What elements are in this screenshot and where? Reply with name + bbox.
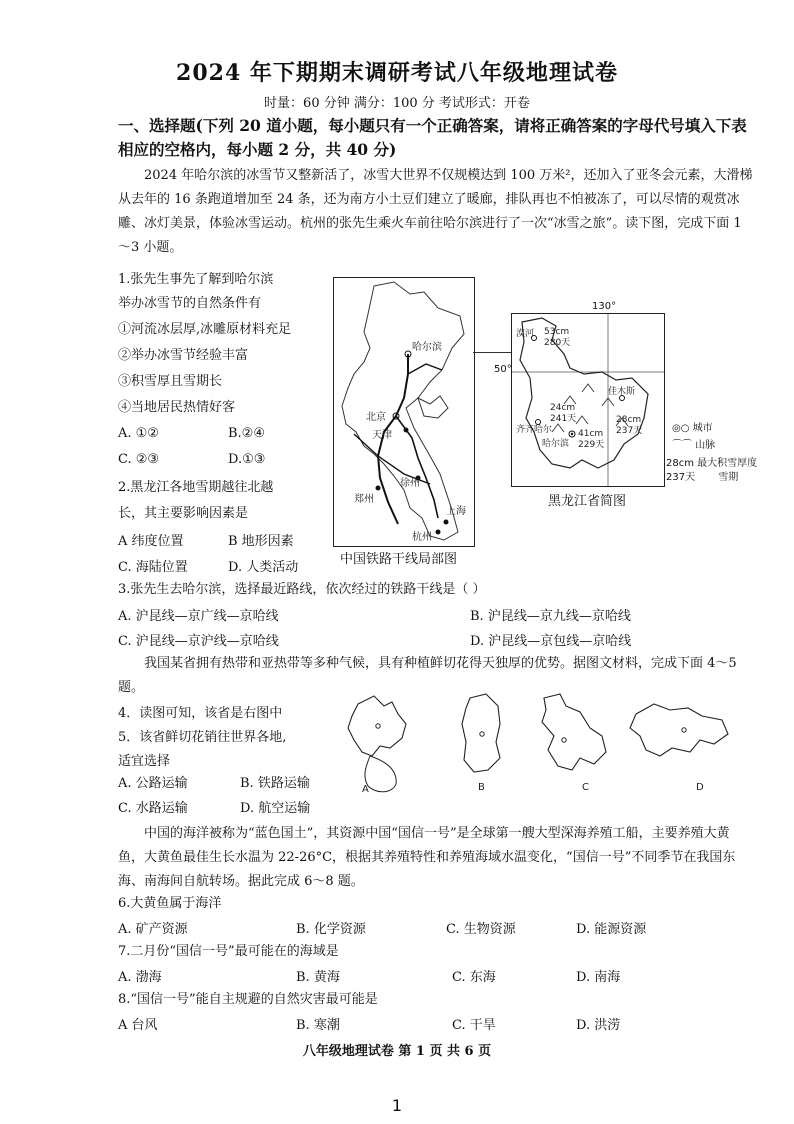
map-connector-line (473, 352, 511, 353)
question-3-option-d: D. 沪昆线—京包线—京哈线 (470, 634, 632, 649)
question-5-stem-line2: 适宜选择 (118, 754, 171, 769)
question-6-stem: 6.大黄鱼属于海洋 (118, 896, 222, 911)
question-2-option-d: D. 人类活动 (228, 560, 299, 575)
question-1-item: ①河流冰层厚,冰雕原材料充足 (118, 322, 292, 337)
question-6-option-d: D. 能源资源 (576, 922, 647, 937)
question-3-stem: 3.张先生去哈尔滨，选择最近路线，依次经过的铁路干线是（ ） (118, 582, 486, 597)
question-5-option-d: D. 航空运输 (240, 801, 311, 816)
province-label-b: B (478, 782, 485, 793)
question-3-option-a: A. 沪昆线—京广线—京哈线 (118, 609, 279, 624)
legend-snow-period: 237天 雪期 (666, 472, 739, 483)
question-1-option-d: D.①③ (228, 452, 266, 467)
province-a-outline (348, 696, 406, 756)
question-6-option-c: C. 生物资源 (446, 922, 516, 937)
railway-map (333, 277, 475, 547)
question-8-option-c: C. 干旱 (452, 1018, 496, 1033)
question-2-option-a: A 纬度位置 (118, 534, 184, 549)
stat-jiamusi-depth: 28cm (616, 415, 642, 425)
question-7-stem: 7.二月份“国信一号”最可能在的海域是 (118, 944, 339, 959)
heilongjiang-map-caption: 黑龙江省简图 (548, 494, 627, 509)
city-label-hangzhou: 杭州 (412, 532, 432, 543)
question-3-option-b: B. 沪昆线—京九线—京哈线 (470, 609, 631, 624)
place-jiamusi: 佳木斯 (608, 387, 636, 397)
question-7-option-a: A. 渤海 (118, 970, 162, 985)
question-1-item: ③积雪厚且雪期长 (118, 374, 223, 389)
intro-passage-2: 我国某省拥有热带和亚热带等多种气候，具有种植鲜切花得天独厚的优势。据图文材料，完成下面 4～5 题。 (118, 656, 737, 695)
stat-harbin-days: 229天 (578, 440, 605, 450)
place-qiqihar: 齐齐哈尔 (516, 425, 553, 435)
question-1-stem-line1: 1.张先生事先了解到哈尔滨 (118, 272, 274, 287)
question-8-option-a: A 台风 (118, 1018, 158, 1033)
longitude-label: 130° (592, 301, 617, 312)
question-5-option-b: B. 铁路运输 (240, 776, 310, 791)
province-label-c: C (582, 782, 589, 793)
question-3-option-c: C. 沪昆线—京沪线—京哈线 (118, 634, 279, 649)
city-label-harbin: 哈尔滨 (412, 342, 442, 353)
city-label-beijing: 北京 (366, 412, 386, 423)
question-5-option-c: C. 水路运输 (118, 801, 188, 816)
question-7-option-c: C. 东海 (452, 970, 496, 985)
intro-passage-1: 2024 年哈尔滨的冰雪节又整新活了，冰雪大世界不仅规模达到 100 万米²，还加入了亚冬会元素，大滑梯从去年的 16 条跑道增加至 24 条，还为南方小土豆们建立了暖廊，排队再也不怕被冻了，可以尽情的观赏冰雕、冰灯美景，体验冰雪运动。杭州的张先生乘火车前往哈尔滨进行了一次“冰雪之旅”。读下图，完成下面 1～3 小题。 (118, 168, 753, 255)
legend-city: ◎○ 城市 (672, 423, 713, 434)
stat-qiqihar-depth: 24cm (550, 403, 576, 413)
city-label-zhengzhou: 郑州 (354, 494, 374, 505)
heilongjiang-map (511, 313, 665, 487)
province-a-inset (365, 756, 396, 792)
city-label-tianjin: 天津 (372, 430, 392, 441)
province-outlines (340, 690, 740, 800)
province-label-d: D (696, 782, 704, 793)
place-harbin: 哈尔滨 (542, 439, 570, 449)
question-8-stem: 8.“国信一号”能自主规避的自然灾害最可能是 (118, 992, 378, 1007)
railway-map-drawing (334, 278, 474, 546)
page-number: 1 (391, 1096, 403, 1115)
question-7-option-d: D. 南海 (576, 970, 621, 985)
section-heading: 一、选择题(下列 20 道小题，每小题只有一个正确答案，请将正确答案的字母代号填入下表相应的空格内，每小题 2 分，共 40 分) (118, 116, 747, 159)
legend-city-icon: ◎○ (672, 423, 690, 434)
stat-harbin-depth: 41cm (578, 429, 604, 439)
province-label-a: A (362, 784, 369, 795)
stat-mohe-depth: 53cm (544, 327, 570, 337)
question-1-option-b: B.②④ (228, 426, 265, 441)
exam-info: 时量：60 分钟 满分：100 分 考试形式：开卷 (264, 96, 530, 111)
intro-passage-3: 中国的海洋被称为“蓝色国土”，其资源中国“国信一号”是全球第一艘大型深海养殖工船，主要养殖大黄鱼，大黄鱼最佳生长水温为 22-26°C，根据其养殖特性和养殖海域水温变化，“国信一号”不同季节在我国东海、南海间自航转场。据此完成 6～8 题。 (118, 826, 736, 889)
question-2-option-b: B 地形因素 (228, 534, 294, 549)
railway-map-caption: 中国铁路干线局部图 (340, 552, 458, 567)
question-5-option-a: A. 公路运输 (118, 776, 188, 791)
question-6-option-a: A. 矿产资源 (118, 922, 188, 937)
question-2-option-c: C. 海陆位置 (118, 560, 188, 575)
question-2-stem-line2: 长，其主要影响因素是 (118, 506, 249, 521)
stat-qiqihar-days: 241天 (550, 414, 577, 424)
question-1-item: ②举办冰雪节经验丰富 (118, 348, 249, 363)
question-1-option-a: A. ①② (118, 426, 159, 441)
question-2-stem-line1: 2.黑龙江各地雪期越往北越 (118, 480, 274, 495)
legend-snow-depth: 28cm 最大积雪厚度 (666, 458, 758, 469)
question-1-item: ④当地居民热情好客 (118, 400, 236, 415)
question-6-option-b: B. 化学资源 (296, 922, 366, 937)
page-title: 2024 年下期期末调研考试八年级地理试卷 (176, 60, 618, 86)
province-c-outline (542, 694, 606, 770)
legend-mountain: ⌒⌒ 山脉 (672, 440, 716, 451)
stat-jiamusi-days: 237天 (616, 426, 643, 436)
page-footer: 八年级地理试卷 第 1 页 共 6 页 (302, 1044, 492, 1059)
question-8-option-b: B. 寒潮 (296, 1018, 340, 1033)
question-4-stem: 4．读图可知，该省是右图中 (118, 706, 283, 721)
province-b-outline (462, 694, 500, 772)
question-5-stem-line1: 5．该省鲜切花销往世界各地, (118, 730, 287, 745)
mountain-icon: ⌒⌒ (672, 440, 692, 451)
city-label-shanghai: 上海 (446, 506, 466, 517)
place-mohe: 漠河 (516, 329, 535, 339)
stat-mohe-days: 280天 (544, 338, 571, 348)
city-label-xuzhou: 徐州 (400, 478, 420, 489)
question-8-option-d: D. 洪涝 (576, 1018, 621, 1033)
latitude-label: 50° (494, 364, 512, 375)
heilongjiang-map-drawing (512, 314, 664, 486)
province-d-outline (630, 704, 728, 756)
question-7-option-b: B. 黄海 (296, 970, 340, 985)
question-1-option-c: C. ②③ (118, 452, 160, 467)
question-1-stem-line2: 举办冰雪节的自然条件有 (118, 296, 262, 311)
